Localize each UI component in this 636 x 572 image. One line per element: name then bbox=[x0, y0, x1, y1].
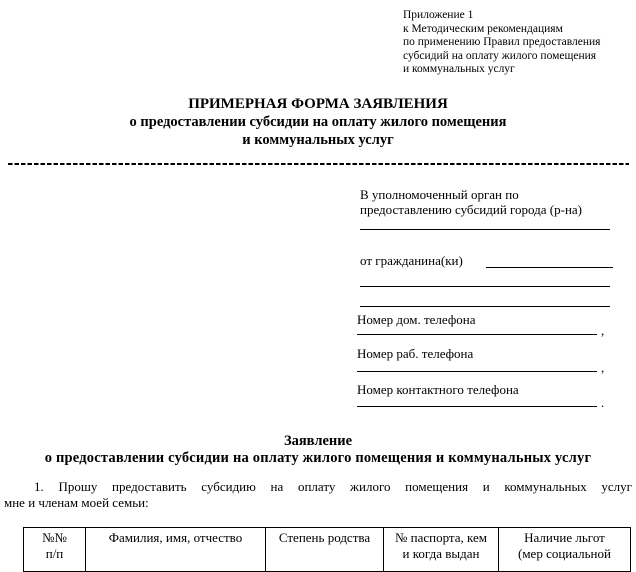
annotation-line: и коммунальных услуг bbox=[403, 63, 515, 75]
form-title-line: и коммунальных услуг bbox=[242, 132, 394, 148]
fill-line-authority[interactable] bbox=[360, 216, 610, 230]
statement-heading: Заявление bbox=[283, 433, 353, 449]
fill-line-home-phone[interactable] bbox=[357, 321, 597, 335]
fill-line-name[interactable] bbox=[360, 293, 610, 307]
header-cell-passport bbox=[384, 528, 499, 572]
header-label: п/п bbox=[45, 546, 64, 561]
trailing-comma: , bbox=[601, 323, 605, 338]
header-label: и когда выдан bbox=[402, 546, 480, 561]
fill-line-contact-phone[interactable] bbox=[357, 393, 597, 407]
header-label: № паспорта, кем bbox=[394, 530, 488, 545]
header-label: №№ bbox=[42, 530, 67, 545]
recipient-authority-line: В уполномоченный орган по bbox=[360, 187, 519, 202]
clause-line: мне и членам моей семьи: bbox=[4, 495, 149, 510]
header-label: Наличие льгот bbox=[524, 530, 605, 545]
annotation-line: к Методическим рекомендациям bbox=[403, 22, 563, 35]
home-phone-label: Номер дом. телефона bbox=[357, 312, 476, 327]
fill-line-citizen[interactable] bbox=[486, 253, 613, 268]
annotation-line: по применению Правил предоставления bbox=[403, 36, 601, 48]
annotation-block bbox=[403, 9, 623, 77]
header-cell-name bbox=[86, 528, 266, 572]
clause-text bbox=[4, 479, 632, 511]
statement-subheading: о предоставлении субсидии на оплату жилого помещения и коммунальных услуг bbox=[44, 450, 592, 466]
form-title bbox=[0, 95, 636, 149]
recipient-authority-line: предоставлению субсидий города (р-на) bbox=[360, 202, 583, 217]
dashed-separator bbox=[8, 163, 629, 165]
table-header-row bbox=[24, 528, 631, 572]
fill-line-name[interactable] bbox=[360, 273, 610, 287]
clause-line: 1. Прошу предоставить субсидию на оплату жилого помещения и коммунальных услуг bbox=[34, 479, 632, 494]
work-phone-label: Номер раб. телефона bbox=[357, 346, 474, 361]
annotation-line: субсидий на оплату жилого помещения bbox=[403, 49, 597, 62]
header-label: Степень родства bbox=[278, 530, 371, 545]
header-cell-benefits bbox=[499, 528, 631, 572]
annotation-line: Приложение 1 bbox=[403, 9, 474, 21]
form-title-line: о предоставлении субсидии на оплату жилого помещения bbox=[129, 114, 507, 130]
header-label: (мер социальной bbox=[518, 546, 611, 561]
contact-phone-label: Номер контактного телефона bbox=[357, 382, 519, 397]
header-cell-number bbox=[24, 528, 86, 572]
trailing-period: . bbox=[601, 395, 605, 410]
from-citizen-label: от гражданина(ки) bbox=[360, 253, 463, 268]
family-table bbox=[23, 527, 631, 572]
trailing-comma: , bbox=[601, 360, 605, 375]
header-label: Фамилия, имя, отчество bbox=[108, 530, 243, 545]
form-title-line: ПРИМЕРНАЯ ФОРМА ЗАЯВЛЕНИЯ bbox=[188, 96, 448, 112]
fill-line-work-phone[interactable] bbox=[357, 358, 597, 372]
header-cell-relation bbox=[266, 528, 384, 572]
